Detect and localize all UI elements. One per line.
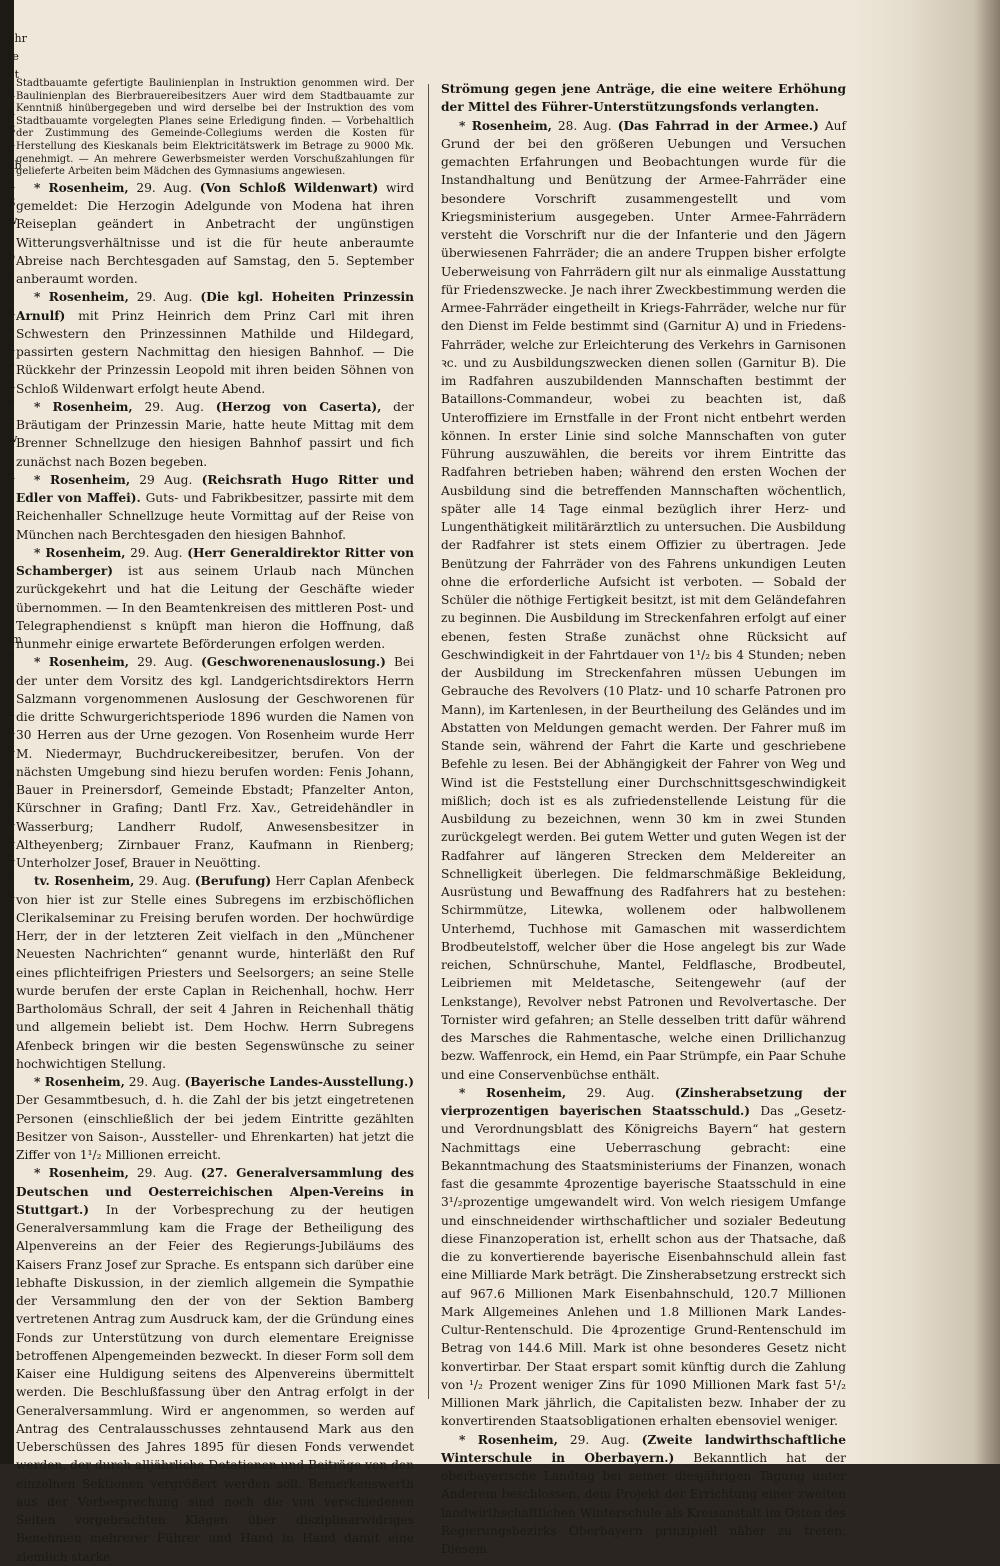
article: * Rosenheim, 29. Aug. (Von Schloß Wildenwart) wird gemeldet: Die Herzogin Adelgunde von Modena hat ihren Reiseplan geändert in Anbetracht der ungünstigen Witterungsverhältnisse und ist die für heute anberaumte Abreise nach Berchtesgaden auf Samstag, den 5. September anberaumt worden. <box>16 180 415 286</box>
adjacent-page-sliver: ehr te ot d u S g ab n S w l b e r n e d v h e r w l n im f t r a d n t e e d d n s d <box>8 32 27 901</box>
page-edge-shadow <box>974 0 1000 1464</box>
article: * Rosenheim, 28. Aug. (Das Fahrrad in der Armee.) Auf Grund der bei den größeren Uebungen und Versuchen gemachten Erfahrungen und Beobachtungen wurde für die Instandhaltung und Benützung der Armee-Fahrräder eine besondere Vorschrift zusammengestellt und vom Kriegsministerium ausgegeben. Unter Armee-Fahrrädern versteht die Vorschrift nur die der Infanterie und den Jägern überwiesenen Fahrräder; die an andere Truppen bisher erfolgte Ueberweisung von Fahrrädern gilt nur als einmalige Ausstattung für Friedenszwecke. Je nach ihrer Zweckbestimmung werden die Armee-Fahrräder eingetheilt in Kriegs-Fahrräder, welche nur für den Dienst im Felde bestimmt sind (Garnitur A) und in Friedens-Fahrräder, welche zur Erleichterung des Verkehrs in Garnisonen ꝛc. und zu Ausbildungszwecken dienen sollen (Garnitur B). Die im Radfahren auszubildenden Mannschaften bestimmt der Bataillons-Commandeur, wobei zu beachten ist, daß Unteroffiziere im Ernstfalle in der Front nicht entbehrt werden können. In erster Linie sind solche Mannschaften von guter Führung auszuwählen, die bereits vor ihrem Eintritte das Radfahren betrieben haben; während den ersten Wochen der Ausbildung sind die betreffenden Mannschaften wöchentlich, später alle 14 Tage einmal bezüglich ihrer Herz- und Lungenthätigkeit militärärztlich zu untersuchen. Die Ausbildung der Radfahrer ist stets einem Offizier zu übertragen. Jede Benützung der Fahrräder von des Fahrens unkundigen Leuten ohne die erforderliche Aufsicht ist verboten. — Sobald der Schüler die nöthige Fertigkeit besitzt, ist mit dem Geländefahren zu beginnen. Die Ausbildung im Streckenfahren erfolgt auf einer ebenen, festen Straße zunächst ohne Rücksicht auf Geschwindigkeit in der Fahrtdauer von 1¹/₂ bis 4 Stunden; neben der Ausbildung im Streckenfahren müssen Uebungen im Gebrauche des Revolvers (10 Platz- und 10 scharfe Patronen pro Mann), im Kartenlesen, in der Beurtheilung des Geländes und im Abstatten von Meldungen gemacht werden. Der Fahrer muß im Stande sein, während der Fahrt die Karte und geschriebene Befehle zu lesen. Bei der Abhängigkeit der Fahrer von Weg und Wind ist die Feststellung einer Durchschnittsgeschwindigkeit mißlich; doch ist es als zufriedenstellende Leistung für die Ausbildung zu bezeichnen, wenn 30 km in zwei Stunden zurückgelegt werden. Bei gutem Wetter und guten Wegen ist der Radfahrer auf längeren Strecken dem Meldereiter an Schnelligkeit überlegen. Die feldmarschmäßige Bekleidung, Ausrüstung und Bewaffnung des Radfahrers hat zu bestehen: Schirmmütze, Litewka, wollenem oder halbwollenem Unterhemd, Tuchhose mit Gamaschen mit wasserdichtem Brodbeutelstoff, welcher über die Hose angelegt bis zur Wade reichen, Schnürschuhe, Mantel, Feldflasche, Brodbeutel, Leibriemen mit Meldetasche, Seitengewehr (auf der Lenkstange), Revolver nebst Patronen und Revolvertasche. Der Tornister wird gefahren; an Stelle desselben tritt dafür während des Marsches die Rahmentasche, welche einen Drillichanzug bezw. Waffenrock, ein Hemd, ein Paar Strümpfe, ein Paar Schuhe und eine Conservenbüchse enthält. <box>441 118 847 1082</box>
article: * Rosenheim, 29. Aug. (Zweite landwirthschaftliche Winterschule in Oberbayern.) Bekanntlich hat der oberbayerische Landtag bei seiner diesjährigen Tagung unter Anderem beschlossen, dem Projekt der Errichtung einer zweiten landwirthschaftlichen Winterschule als Kreisanstalt im Osten des Regierungsbezirks Oberbayern prinzipiell näher zu treten. Diesem <box>441 1432 846 1556</box>
right-column <box>441 80 846 1558</box>
article: * Rosenheim, 29. Aug. (Bayerische Landes-Ausstellung.) Der Gesammtbesuch, d. h. die Zahl der bis jetzt eingetretenen Personen (einschließlich der bei jedem Eintritte gezählten Besitzer von Saison-, Aussteller- und Ehrenkarten) hat jetzt die Ziffer von 1¹/₂ Millionen erreicht. <box>16 1075 414 1162</box>
article: * Rosenheim, 29. Aug. (Geschworenenauslosung.) Bei der unter dem Vorsitz des kgl. Landgerichtsdirektors Herrn Salzmann vorgenommenen Auslosung der Geschworenen für die dritte Schwurgerichtsperiode 1896 wurden die Namen von 30 Herren aus der Urne gezogen. Von Rosenheim wurde Herr M. Niedermayr, Buchdruckereibesitzer, berufen. Von der nächsten Umgebung sind hiezu berufen worden: Fenis Johann, Bauer in Preinersdorf, Gemeinde Ebstadt; Pfanzelter Anton, Kürschner in Grafing; Dantl Frz. Xav., Getreidehändler in Wasserburg; Landherr Rudolf, Anwesensbesitzer in Altheyenberg; Zirnbauer Franz, Kaufmann in Rienberg; Unterholzer Josef, Brauer in Neuötting. <box>16 655 415 870</box>
left-column <box>16 78 414 1566</box>
column-divider <box>428 84 429 1399</box>
article: * Rosenheim, 29. Aug. (Zinsherabsetzung der vierprozentigen bayerischen Staatsschuld.) Das „Gesetz- und Verordnungsblatt des Königreichs Bayern“ hat gestern Nachmittags eine Ueberraschung gebracht: eine Bekanntmachung des Staatsministeriums der Finanzen, wonach fast die gesammte 4prozentige bayerische Staatsschuld in eine 3¹/₂prozentige umgewandelt wird. Von welch riesigem Umfange und einschneidender wirthschaftlicher und sozialer Bedeutung diese Finanzoperation ist, erhellt schon aus der Thatsache, daß die zu konvertierende bayerische Eisenbahnschuld allein fast eine Milliarde Mark beträgt. Die Zinsherabsetzung erstreckt sich auf 967.6 Millionen Mark Eisenbahnschuld, 120.7 Millionen Mark Allgemeines Anlehen und 1.8 Millionen Mark Landes-Cultur-Rentenschuld. Die 4prozentige Grund-Rentenschuld im Betrag von 144.6 Mill. Mark ist ohne besonderes Gesetz nicht konvertirbar. Der Staat erspart somit künftig durch die Zahlung von ¹/₂ Prozent weniger Zins für 1090 Millionen Mark fast 5¹/₂ Millionen Mark jährlich, die Capitalisten bezw. Inhaber der zu konvertirenden Staatsobligationen erhalten ebensoviel weniger. <box>441 1085 847 1429</box>
article: * Rosenheim, 29. Aug. (Herr Generaldirektor Ritter von Schamberger) ist aus seinem Urlaub nach München zurückgekehrt und hat die Leitung der Geschäfte wieder übernommen. — In den Beamtenkreisen des mittleren Post- und Telegraphendienst s knüpft man hieron die Hoffnung, daß nunmehr einige erwartete Beförderungen erfolgen werden. <box>16 545 415 651</box>
article: tv. Rosenheim, 29. Aug. (Berufung) Herr Caplan Afenbeck von hier ist zur Stelle eines Subregens im erzbischöflichen Clerikalseminar zu Freising berufen worden. Der hochwürdige Herr, der in der letzteren Zeit vielfach in den „Münchener Neuesten Nachrichten“ genannt wurde, hinterläßt den Ruf eines pflichteifrigen Priesters und Seelsorgers; an seine Stelle wurde berufen der erste Caplan in Reichenhall, hochw. Herr Bartholomäus Schrall, der seit 4 Jahren in Reichenhall thätig und allgemein beliebt ist. Dem Hochw. Herrn Subregens Afenbeck bringen wir die besten Segenswünsche zu seiner hochwichtigen Stellung. <box>16 874 414 1071</box>
article: * Rosenheim, 29 Aug. (Reichsrath Hugo Ritter und Edler von Maffei). Guts- und Fabrikbesitzer, passirte mit dem Reichenhaller Schnellzuge heute Vormittag auf der Reise von München nach Berchtesgaden den hiesigen Bahnhof. <box>16 472 415 542</box>
article: * Rosenheim, 29. Aug. (Herzog von Caserta), der Bräutigam der Prinzessin Marie, hatte heute Mittag mit dem Brenner Schnellzuge den hiesigen Bahnhof passirt und fich zunächst nach Bozen begeben. <box>16 399 415 469</box>
article: * Rosenheim, 29. Aug. (Die kgl. Hoheiten Prinzessin Arnulf) mit Prinz Heinrich dem Prinz Carl mit ihren Schwestern den Prinzessinnen Mathilde und Hildegard, passirten gestern Nachmittag den hiesigen Bahnhof. — Die Rückkehr der Prinzessin Leopold mit ihren beiden Söhnen von Schloß Wildenwart erfolgt heute Abend. <box>16 290 415 396</box>
continuation-text: Strömung gegen jene Anträge, die eine weitere Erhöhung der Mittel des Führer-Unterstützungsfonds verlangten. <box>441 82 846 115</box>
intro-paragraph: Stadtbauamte gefertigte Baulinienplan in Instruktion genommen wird. Der Baulinienplan des Bierbrauereibesitzers Auer wird dem Stadtbauamte zur Kenntniß hinübergegeben und wird derselbe bei der Instruktion des vom Stadtbauamte vorgelegten Planes seine Erledigung finden. — Vorbehaltlich der Zustimmung des Gemeinde-Collegiums werden die Kosten für Herstellung des Kieskanals beim Elektricitätswerk im Betrage zu 9000 Mk. genehmigt. — An mehrere Gewerbsmeister werden Vorschußzahlungen für gelieferte Arbeiten beim Mädchen des Gymnasiums angewiesen. <box>16 78 414 178</box>
article: * Rosenheim, 29. Aug. (27. Generalversammlung des Deutschen und Oesterreichischen Alpen-Vereins in Stuttgart.) In der Vorbesprechung zu der heutigen Generalversammlung kam die Frage der Betheiligung des Alpenvereins an der Feier des Regierungs-Jubiläums des Kaisers Franz Josef zur Sprache. Es entspann sich darüber eine lebhafte Diskussion, in der ziemlich allgemein die Sympathie der Versammlung den der von der Sektion Bamberg vertretenen Antrag zum Ausdruck kam, der die Gründung eines Fonds zur Unterstützung von durch elementare Ereignisse betroffenen Alpengemeinden bezweckt. In dieser Form soll dem Kaiser eine Huldigung seitens des Alpenvereins übermittelt werden. Die Beschlußfassung über den Antrag erfolgt in der Generalversammlung. Wird er angenommen, so werden auf Antrag des Centralausschusses zehntausend Mark aus den Ueberschüssen des Jahres 1895 für diesen Fonds verwendet werden, der durch alljährliche Dotationen und Beiträge von den einzelnen Sektionen vergrößert werden soll. Bemerkenswerth aus der Vorbesprechung sind noch die von verschiedenen Seiten vorgebrachten Klagen über disziplinarwidriges Benehmen mehrerer Führer und Hand in Hand damit eine ziemlich starke <box>16 1166 415 1564</box>
